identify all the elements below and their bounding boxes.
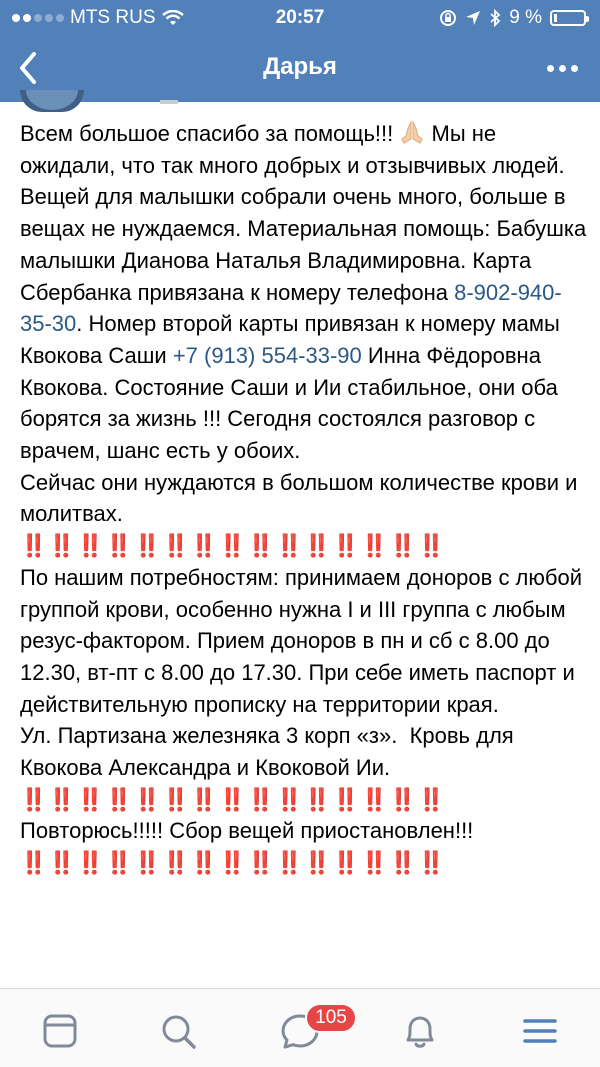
phone-link[interactable]: +7 (913) 554-33-90 bbox=[172, 342, 362, 368]
bell-icon bbox=[398, 1009, 442, 1053]
search-icon bbox=[156, 1009, 200, 1053]
post-paragraph: По нашим потребностям: принимаем доноров с любой группой крови, особенно нужна I и III группа с любым резус-фактором. Прием доноров в пн и сб с 8.00 до 12.30, вт-пт с 8.00 до 17.30. При себе иметь паспорт и действительную прописку на территории края. Ул. Партизана железняка 3 корп «з». Кровь для Квокова Александра и Квоковой Ии. bbox=[20, 564, 583, 781]
post-paragraph: Всем большое спасибо за помощь!!! bbox=[20, 121, 400, 146]
tab-notifications[interactable] bbox=[398, 1009, 442, 1053]
praying-hands-icon bbox=[399, 119, 425, 145]
double-exclamation-row: ‼️‼️‼️‼️‼️‼️‼️‼️‼️‼️‼️‼️‼️‼️‼️ bbox=[20, 533, 446, 559]
tab-news[interactable] bbox=[38, 1009, 82, 1053]
tab-bar bbox=[0, 988, 600, 1067]
post-paragraph: . Номер второй карты привязан к номеру мамы Квокова Саши bbox=[20, 311, 566, 368]
navigation-bar bbox=[0, 40, 600, 96]
post-paragraph: Мы не ожидали, что так много добрых и отзывчивых людей. Вещей для малышки собрали очень много, больше в вещах не нуждаемся. Материальная помощь: Бабушка малышки Дианова Наталья Владимировна. Карта Сбербанка привязана к номеру телефона bbox=[20, 121, 593, 305]
post-paragraph: Повторюсь!!!!! Сбор вещей приостановлен!!! bbox=[20, 818, 474, 844]
double-exclamation-row: ‼️‼️‼️‼️‼️‼️‼️‼️‼️‼️‼️‼️‼️‼️‼️ bbox=[20, 786, 446, 812]
more-button[interactable] bbox=[542, 48, 582, 88]
double-exclamation-row: ‼️‼️‼️‼️‼️‼️‼️‼️‼️‼️‼️‼️‼️‼️‼️ bbox=[20, 850, 446, 876]
carrier-label: MTS RUS bbox=[70, 7, 156, 28]
phone-link[interactable]: 8-902-940-35-30 bbox=[20, 279, 562, 337]
menu-icon bbox=[518, 1009, 562, 1053]
tab-menu[interactable] bbox=[518, 1009, 562, 1053]
battery-percent: 9 % bbox=[509, 7, 542, 28]
battery-icon bbox=[550, 10, 586, 26]
messages-badge: 105 bbox=[305, 1003, 357, 1033]
clock: 20:57 bbox=[275, 7, 325, 28]
bluetooth-icon bbox=[489, 9, 501, 27]
avatar[interactable] bbox=[20, 90, 84, 112]
page-title: Дарья bbox=[263, 53, 337, 80]
post-paragraph: Инна Фёдоровна Квокова. Состояние Саши и Ии стабильное, они оба борятся за жизнь !!! Сегодня состоялся разговор с врачем, шанс есть у обоих. Сейчас они нуждаются в большом количестве крови и молитвах. bbox=[20, 342, 578, 527]
post-text bbox=[20, 118, 593, 879]
author-name-peek bbox=[160, 100, 178, 104]
status-bar bbox=[0, 0, 600, 36]
tab-search[interactable] bbox=[156, 1009, 200, 1053]
news-icon bbox=[38, 1009, 82, 1053]
more-dots-icon bbox=[547, 65, 554, 72]
rotation-lock-icon bbox=[439, 9, 457, 27]
location-arrow-icon bbox=[465, 10, 481, 26]
top-bar bbox=[0, 0, 600, 102]
